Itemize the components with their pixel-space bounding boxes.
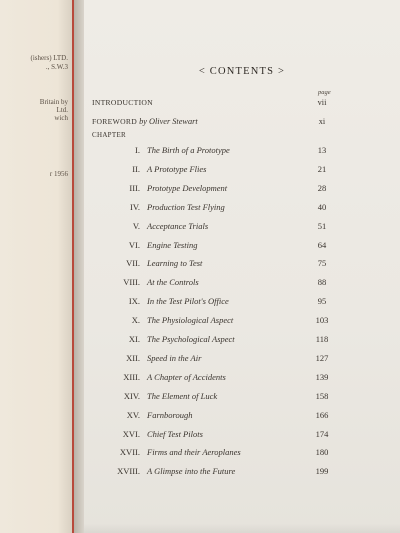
chapter-number: IV. bbox=[130, 201, 140, 212]
chapter-number: XII. bbox=[126, 352, 140, 363]
chapter-entry bbox=[84, 159, 400, 179]
chapter-entry bbox=[84, 442, 400, 462]
chapter-title: Speed in the Air bbox=[147, 352, 202, 363]
chapter-page: 40 bbox=[317, 201, 327, 212]
chapter-title: In the Test Pilot's Office bbox=[147, 296, 229, 307]
chapter-title: Acceptance Trials bbox=[147, 220, 209, 231]
chapter-title: Chief Test Pilots bbox=[147, 428, 203, 439]
entry-label: INTRODUCTION bbox=[92, 98, 153, 107]
left-facing-page bbox=[0, 0, 74, 533]
left-page-fragment: r 1956 bbox=[49, 170, 68, 178]
chapter-number: IX. bbox=[128, 296, 140, 307]
chapter-number: XVIII. bbox=[117, 466, 140, 477]
chapter-title: Production Test Flying bbox=[147, 201, 225, 212]
chapter-entry bbox=[84, 367, 400, 387]
book-spine bbox=[74, 0, 84, 533]
chapter-entry bbox=[84, 461, 400, 481]
chapter-number: XIV. bbox=[123, 390, 140, 401]
chapter-number: XIII. bbox=[123, 371, 140, 382]
chapter-entry bbox=[84, 424, 400, 444]
foreword-label: FOREWORD bbox=[92, 117, 138, 126]
chapter-page: 103 bbox=[315, 315, 329, 326]
chapter-title: The Element of Luck bbox=[147, 390, 218, 401]
left-page-fragment: wich bbox=[54, 114, 68, 122]
chapter-page: 88 bbox=[317, 277, 327, 288]
chapter-title: Firms and their Aeroplanes bbox=[147, 447, 241, 458]
chapter-title: The Physiological Aspect bbox=[147, 315, 234, 326]
left-page-fragment: Ltd. bbox=[56, 106, 68, 114]
left-page-fragment: (ishers) LTD. bbox=[30, 54, 68, 62]
foreword-author: by Oliver Stewart bbox=[139, 117, 198, 126]
chapter-entry bbox=[84, 235, 400, 255]
left-page-fragment: ., S.W.3 bbox=[45, 63, 68, 71]
page-title: < CONTENTS > bbox=[198, 66, 286, 77]
chapter-number: VIII. bbox=[123, 277, 140, 288]
chapter-page: 95 bbox=[317, 296, 327, 307]
chapter-page: 199 bbox=[315, 466, 329, 477]
entry-page: xi bbox=[318, 117, 326, 126]
chapter-number: I. bbox=[135, 145, 140, 155]
chapter-page: 51 bbox=[317, 220, 327, 231]
chapter-number: XVII. bbox=[119, 447, 140, 458]
chapter-entry bbox=[84, 178, 400, 198]
chapter-column-label: CHAPTER bbox=[92, 131, 126, 139]
page-shadow bbox=[84, 523, 400, 533]
chapter-number: II. bbox=[132, 163, 140, 174]
chapter-number: XI. bbox=[128, 334, 140, 344]
left-page-fragment: Britain by bbox=[39, 98, 68, 106]
chapter-number: VI. bbox=[128, 239, 140, 250]
chapter-page: 139 bbox=[315, 371, 329, 382]
chapter-page: 166 bbox=[315, 409, 329, 420]
chapter-title: A Glimpse into the Future bbox=[147, 466, 236, 477]
chapter-number: VII. bbox=[126, 258, 140, 269]
page-column-label: page bbox=[318, 89, 331, 96]
chapter-number: X. bbox=[131, 315, 140, 326]
chapter-entry bbox=[84, 405, 400, 425]
chapter-page: 158 bbox=[315, 390, 329, 401]
chapter-page: 127 bbox=[315, 352, 329, 363]
chapter-number: XVI. bbox=[122, 428, 140, 439]
chapter-page: 28 bbox=[317, 182, 327, 193]
chapter-entry bbox=[84, 253, 400, 273]
chapter-page: 75 bbox=[317, 258, 327, 269]
chapter-entry bbox=[84, 197, 400, 217]
chapter-entry bbox=[84, 386, 400, 406]
chapter-entry bbox=[84, 140, 400, 160]
chapter-number: V. bbox=[132, 220, 140, 231]
chapter-number: XV. bbox=[126, 409, 140, 420]
chapter-title: At the Controls bbox=[147, 277, 199, 288]
entry-page: vii bbox=[317, 98, 327, 107]
chapter-number: III. bbox=[129, 182, 140, 193]
chapter-title: A Chapter of Accidents bbox=[147, 371, 226, 382]
contents-page bbox=[84, 0, 400, 533]
introduction-entry bbox=[84, 96, 400, 110]
chapter-title: The Psychological Aspect bbox=[147, 334, 235, 344]
chapter-page: 21 bbox=[317, 163, 327, 174]
chapter-title: Prototype Development bbox=[147, 182, 228, 193]
chapter-page: 13 bbox=[317, 145, 327, 155]
foreword-entry bbox=[84, 115, 400, 129]
chapter-entry bbox=[84, 310, 400, 330]
chapter-title: The Birth of a Prototype bbox=[147, 145, 230, 155]
entry-label bbox=[92, 115, 198, 129]
chapter-page: 118 bbox=[315, 334, 329, 344]
chapter-entry bbox=[84, 216, 400, 236]
chapter-entry bbox=[84, 272, 400, 292]
chapter-entry bbox=[84, 348, 400, 368]
chapter-title: Learning to Test bbox=[147, 258, 203, 269]
chapter-page: 64 bbox=[317, 239, 327, 250]
chapter-entry bbox=[84, 329, 400, 349]
chapter-page: 174 bbox=[315, 428, 329, 439]
chapter-page: 180 bbox=[315, 447, 329, 458]
chapter-title: Engine Testing bbox=[147, 239, 198, 250]
chapter-entry bbox=[84, 291, 400, 311]
chapter-title: Farnborough bbox=[147, 409, 193, 420]
chapter-title: A Prototype Flies bbox=[147, 163, 207, 174]
